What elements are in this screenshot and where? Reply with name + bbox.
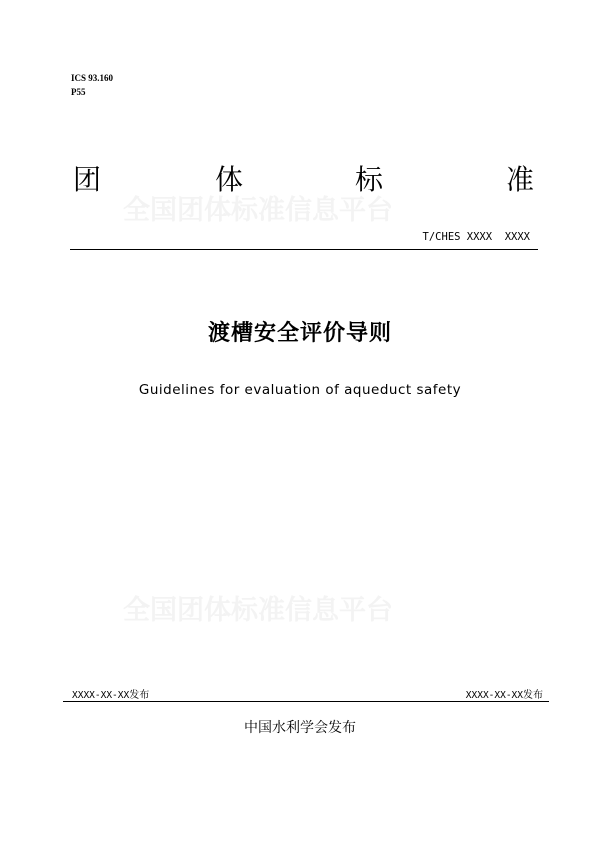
implement-date-label: 发布: [523, 690, 543, 701]
watermark-bottom: 全国团体标准信息平台: [123, 595, 393, 626]
implement-date-code: XXXX-XX-XX: [465, 690, 523, 701]
heading-char-4: 准: [506, 163, 535, 196]
implement-date: [466, 686, 543, 701]
heading-char-1: 团: [73, 163, 102, 196]
standard-number: T/CHES XXXX XXXX: [422, 231, 530, 243]
title-chinese: 渡槽安全评价导则: [207, 321, 392, 346]
top-divider: [70, 249, 538, 250]
watermark-top: 全国团体标准信息平台: [123, 195, 393, 226]
ccs-code: P55: [71, 87, 86, 97]
heading-char-3: 标: [355, 163, 384, 196]
publisher: 中国水利学会发布: [244, 720, 356, 736]
title-english: Guidelines for evaluation of aqueduct safety: [138, 382, 462, 398]
issue-date-code: XXXX-XX-XX: [72, 690, 130, 701]
issue-date: [72, 686, 149, 701]
bottom-divider: [63, 701, 549, 702]
heading-char-2: 体: [215, 163, 244, 196]
ics-code: ICS 93.160: [71, 73, 114, 83]
issue-date-label: 发布: [129, 690, 150, 701]
